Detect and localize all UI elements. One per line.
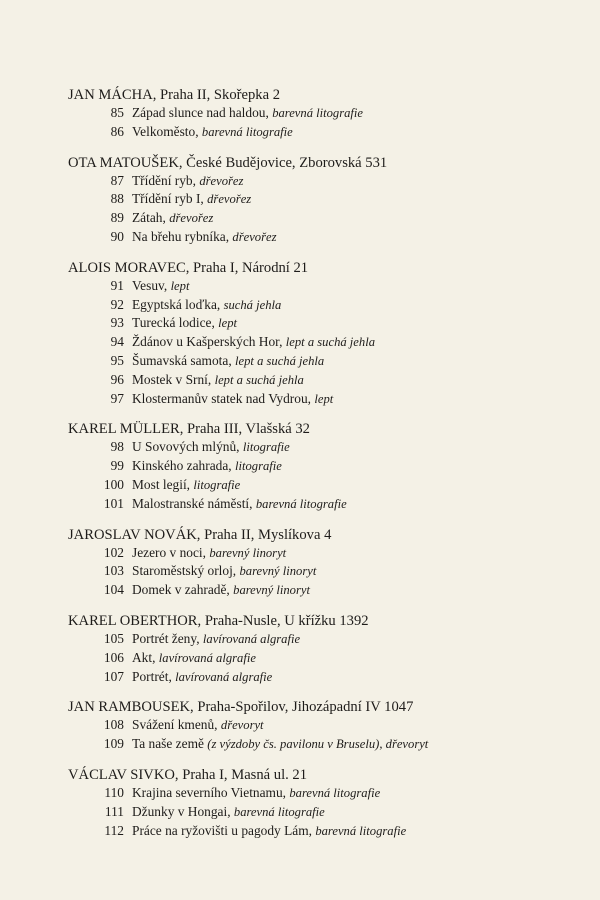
entry-title: Domek v zahradě, [132,582,234,598]
entry-title: Šumavská samota, [132,352,236,368]
entry-technique: lept [218,316,238,331]
catalog-entry [68,190,568,209]
entry-number: 92 [110,296,124,312]
catalog-entry [68,314,568,333]
entry-title: Vesuv, [132,277,171,293]
entry-number: 97 [110,390,124,406]
artist-section [68,154,568,247]
artist-heading: JAROSLAV NOVÁK, Praha II, Myslíkova 4 [68,526,332,543]
catalog-entry [68,277,568,296]
entry-number: 86 [110,123,124,139]
entry-technique: barevná litografie [289,785,381,800]
entry-title: Velkoměsto, [132,123,202,139]
entry-number: 105 [103,630,124,646]
entry-number: 93 [110,315,124,331]
artist-heading: ALOIS MORAVEC, Praha I, Národní 21 [68,259,309,276]
artist-heading: KAREL OBERTHOR, Praha-Nusle, U křížku 1392 [68,612,369,629]
entry-number: 85 [110,105,124,120]
entry-title: Zátah, [132,210,170,226]
entry-technique: barevná litografie [255,496,347,511]
catalog-entry [68,123,568,142]
catalog-entry [68,822,568,841]
entry-number: 89 [110,210,124,226]
entry-technique: barevná litografie [233,804,325,819]
artist-section [68,259,568,409]
entry-number: 87 [110,172,124,188]
entry-technique: lavírovaná algrafie [202,631,301,646]
catalog-entry [68,104,568,123]
entry-title: Práce na ryžovišti u pagody Lám, [132,822,316,838]
entry-title: Ždánov u Kašperských Hor, [132,334,286,350]
catalog-entry [68,668,568,687]
entry-technique: lavírovaná algrafie [175,669,273,684]
entry-technique: litografie [193,477,241,492]
entry-number: 109 [103,736,124,752]
entry-technique: lept [170,278,190,293]
catalog-entry [68,581,568,600]
entry-title: Most legií, [132,476,194,492]
entry-technique: (z výzdoby čs. pavilonu v Bruselu), dřevoryt [207,737,429,752]
entry-title: Třídění ryb I, [132,191,208,207]
entry-number: 99 [110,458,124,474]
entry-title: Na břehu rybníka, [132,228,233,244]
entry-technique: lept a suchá jehla [214,372,304,387]
entry-title: Turecká lodice, [132,315,219,331]
entry-title: Malostranské náměstí, [132,495,256,511]
entry-number: 110 [104,784,124,800]
entry-title: Klostermanův statek nad Vydrou, [132,390,315,406]
entry-technique: dřevořez [207,192,252,207]
artist-section [68,766,568,840]
entry-title: Džunky v Hongai, [132,803,234,819]
entry-title: Portrét ženy, [132,630,203,646]
catalog-entry [68,495,568,514]
entry-technique: dřevořez [169,211,214,226]
entry-title: Mostek v Srní, [132,371,215,387]
catalog-entry [68,228,568,247]
entry-number: 95 [110,352,124,368]
artist-section [68,698,568,754]
artist-heading: JAN RAMBOUSEK, Praha-Spořilov, Jihozápadní IV 1047 [68,699,414,716]
entry-title: Ta naše země [132,736,208,752]
entry-title: Egyptská loďka, [132,296,224,312]
catalog-entry [68,172,568,191]
entry-technique: lept [314,391,334,406]
entry-number: 111 [104,803,124,819]
entry-number: 102 [103,544,124,560]
artist-heading: JAN MÁCHA, Praha II, Skořepka 2 [68,87,280,103]
entry-number: 101 [103,495,124,511]
catalog-entry [68,476,568,495]
catalog-entry [68,735,568,754]
entry-number: 103 [103,563,124,579]
catalog-page [68,86,568,852]
entry-technique: dřevořez [199,173,244,188]
entry-technique: suchá jehla [223,297,282,312]
entry-technique: barevná litografie [272,106,364,120]
entry-title: Třídění ryb, [132,172,200,188]
entry-number: 108 [103,717,124,733]
entry-number: 96 [110,371,124,387]
catalog-entry [68,333,568,352]
entry-technique: barevná litografie [201,124,293,139]
entry-title: Portrét, [132,668,176,684]
catalog-entry [68,649,568,668]
entry-technique: barevný linoryt [233,583,310,598]
artist-section [68,420,568,513]
catalog-entry [68,371,568,390]
catalog-entry [68,296,568,315]
entry-number: 88 [110,191,124,207]
entry-title: U Sovových mlýnů, [132,439,243,455]
catalog-entry [68,390,568,409]
entry-technique: dřevoryt [220,718,264,733]
catalog-entry [68,562,568,581]
entry-number: 94 [110,334,124,350]
entry-technique: dřevořez [232,229,277,244]
entry-title: Kinského zahrada, [132,458,235,474]
entry-technique: barevná litografie [315,823,407,838]
catalog-entry [68,716,568,735]
entry-number: 107 [103,668,124,684]
entry-technique: litografie [235,459,282,474]
entry-title: Jezero v noci, [132,544,210,560]
entry-number: 104 [103,582,124,598]
artist-heading: VÁCLAV SIVKO, Praha I, Masná ul. 21 [68,766,308,783]
entry-technique: lavírovaná algrafie [158,650,256,665]
entry-technique: barevný linoryt [239,564,317,579]
entry-title: Svážení kmenů, [132,717,221,733]
entry-technique: barevný linoryt [209,545,287,560]
catalog-entry [68,457,568,476]
entry-technique: litografie [242,440,290,455]
catalog-entry [68,544,568,563]
catalog-entry [68,630,568,649]
catalog-entry [68,784,568,803]
entry-title: Akt, [132,649,159,665]
catalog-entry [68,352,568,371]
entry-number: 106 [103,649,124,665]
catalog-entry [68,209,568,228]
entry-title: Západ slunce nad haldou, [132,105,273,120]
entry-number: 98 [110,439,124,455]
entry-title: Krajina severního Vietnamu, [132,784,290,800]
artist-heading: OTA MATOUŠEK, České Budějovice, Zborovská 531 [68,154,388,171]
artist-section [68,612,568,686]
artist-heading: KAREL MÜLLER, Praha III, Vlašská 32 [68,421,310,438]
entry-technique: lept a suchá jehla [235,353,325,368]
entry-number: 112 [104,822,124,838]
entry-number: 100 [103,476,124,492]
catalog-entry [68,438,568,457]
entry-title: Staroměstský orloj, [132,563,240,579]
catalog-entry [68,803,568,822]
entry-number: 90 [110,228,124,244]
entry-number: 91 [110,277,124,293]
entry-technique: lept a suchá jehla [285,335,375,350]
artist-section [68,86,568,142]
artist-section [68,526,568,600]
